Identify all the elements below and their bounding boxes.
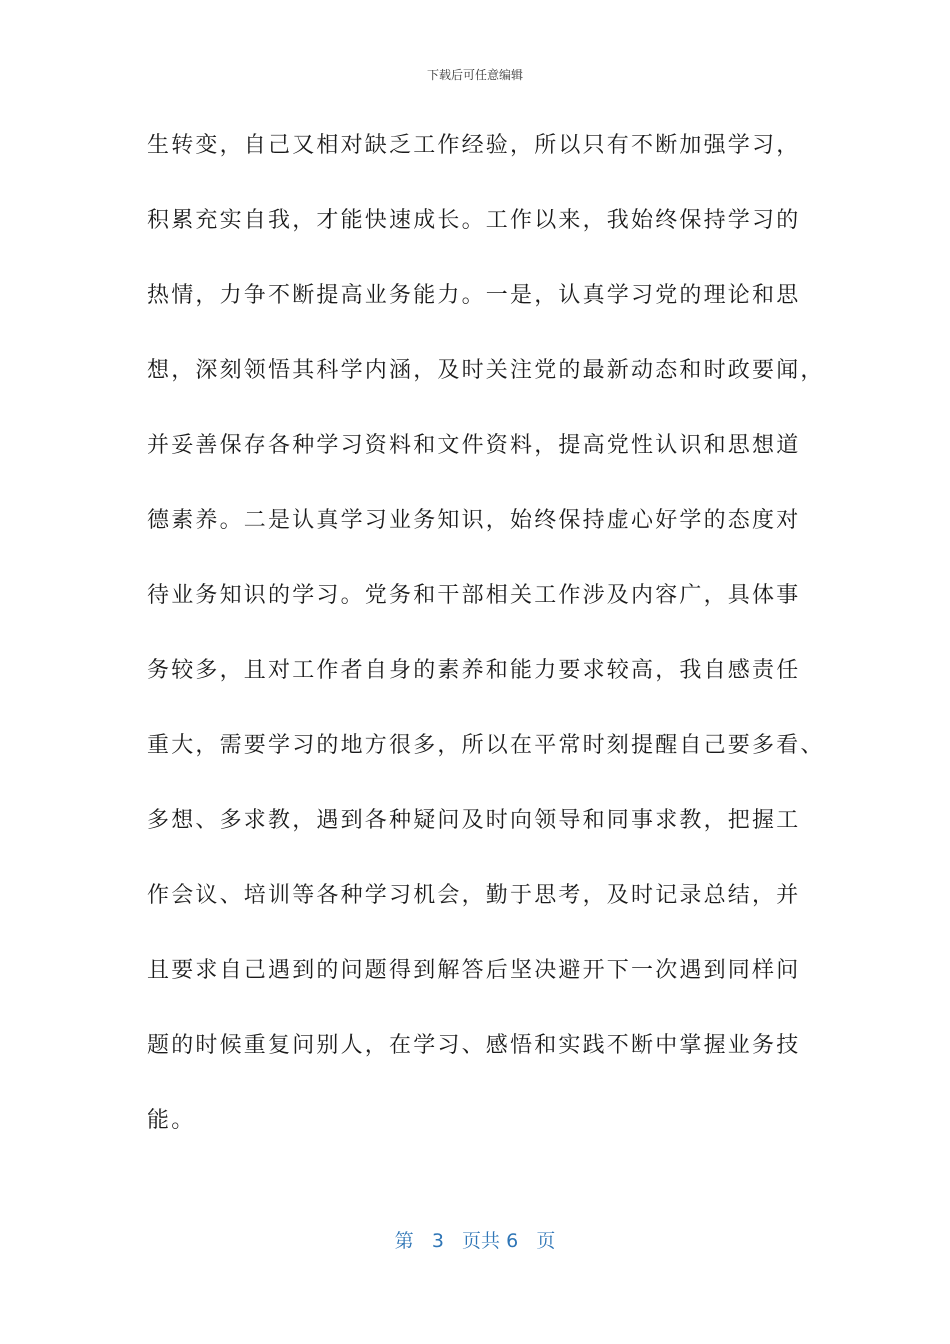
header-note: 下载后可任意编辑	[426, 68, 523, 82]
paragraph-line: 想，深刻领悟其科学内涵，及时关注党的最新动态和时政要闻，	[147, 358, 825, 383]
total-pages-number: 6	[506, 1230, 519, 1252]
page-footer	[0, 1226, 950, 1253]
paragraph-line: 生转变，自己又相对缺乏工作经验，所以只有不断加强学习，	[147, 133, 801, 158]
footer-suffix: 页	[536, 1230, 556, 1252]
paragraph-line: 重大，需要学习的地方很多，所以在平常时刻提醒自己要多看、	[147, 733, 825, 758]
paragraph-line: 多想、多求教，遇到各种疑问及时向领导和同事求教，把握工	[147, 808, 801, 833]
body-text	[147, 126, 825, 1176]
paragraph-line: 且要求自己遇到的问题得到解答后坚决避开下一次遇到同样问	[147, 958, 801, 983]
paragraph-line: 务较多，且对工作者自身的素养和能力要求较高，我自感责任	[147, 658, 801, 683]
footer-prefix: 第	[394, 1230, 414, 1252]
paragraph-line: 积累充实自我，才能快速成长。工作以来，我始终保持学习的	[147, 208, 801, 233]
paragraph-line: 热情，力争不断提高业务能力。一是，认真学习党的理论和思	[147, 283, 801, 308]
paragraph-line: 德素养。二是认真学习业务知识，始终保持虚心好学的态度对	[147, 508, 801, 533]
paragraph-line: 并妥善保存各种学习资料和文件资料，提高党性认识和思想道	[147, 433, 801, 458]
paragraph-line: 题的时候重复问别人，在学习、感悟和实践不断中掌握业务技	[147, 1033, 801, 1058]
footer-middle: 页共	[462, 1230, 501, 1252]
paragraph-line: 作会议、培训等各种学习机会，勤于思考，及时记录总结，并	[147, 883, 801, 908]
current-page-number: 3	[431, 1230, 444, 1252]
paragraph-line: 能。	[147, 1108, 196, 1133]
paragraph-line: 待业务知识的学习。党务和干部相关工作涉及内容广，具体事	[147, 583, 801, 608]
